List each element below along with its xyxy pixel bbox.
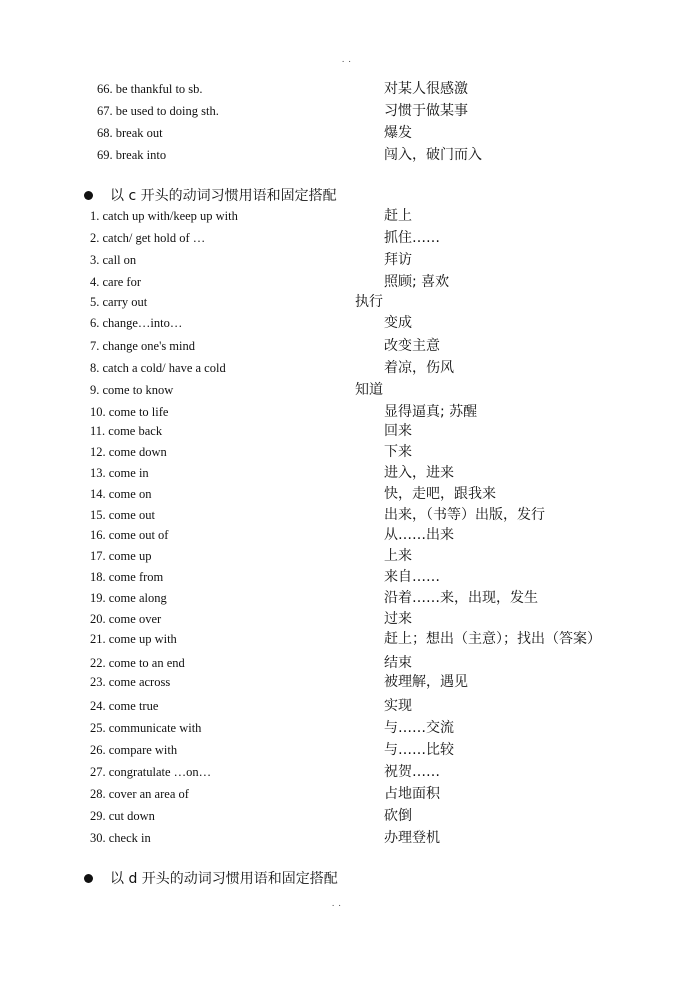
phrase-english: 14. come on bbox=[90, 487, 152, 501]
phrase-chinese: 显得逼真; 苏醒 bbox=[384, 404, 478, 420]
phrase-english: 17. come up bbox=[90, 549, 152, 563]
phrase-row bbox=[0, 567, 696, 587]
phrase-chinese: 办理登机 bbox=[384, 830, 440, 846]
phrase-english: 22. come to an end bbox=[90, 656, 185, 670]
phrase-row bbox=[0, 402, 696, 422]
phrase-row bbox=[0, 546, 696, 566]
phrase-row bbox=[0, 358, 696, 378]
phrase-row bbox=[0, 806, 696, 826]
phrase-row bbox=[0, 672, 696, 692]
phrase-row bbox=[0, 463, 696, 483]
phrase-row bbox=[0, 123, 696, 143]
phrase-english: 10. come to life bbox=[90, 405, 169, 419]
phrase-row bbox=[0, 828, 696, 848]
phrase-chinese: 进入，进来 bbox=[384, 465, 454, 481]
phrase-chinese: 下来 bbox=[384, 444, 412, 460]
phrase-english: 19. come along bbox=[90, 591, 167, 605]
phrase-english: 67. be used to doing sth. bbox=[97, 104, 219, 118]
phrase-english: 5. carry out bbox=[90, 295, 148, 309]
phrase-chinese: 赶上 bbox=[384, 208, 412, 224]
phrase-chinese: 抓住…… bbox=[384, 230, 440, 246]
phrase-row bbox=[0, 292, 696, 312]
phrase-row bbox=[0, 653, 696, 673]
phrase-english: 9. come to know bbox=[90, 383, 174, 397]
phrase-english: 7. change one's mind bbox=[90, 339, 196, 353]
phrase-english: 1. catch up with/keep up with bbox=[90, 209, 238, 223]
phrase-chinese: 快，走吧，跟我来 bbox=[384, 486, 496, 502]
bottom-page-marker: . . bbox=[332, 898, 342, 908]
phrase-chinese: 赶上；想出（主意）；找出（答案） bbox=[384, 631, 601, 647]
phrase-row bbox=[0, 696, 696, 716]
phrase-chinese: 与……比较 bbox=[384, 742, 454, 758]
phrase-chinese: 过来 bbox=[384, 611, 412, 627]
phrase-chinese: 来自…… bbox=[384, 569, 440, 585]
phrase-chinese: 改变主意 bbox=[384, 338, 440, 354]
phrase-row bbox=[0, 336, 696, 356]
phrase-row bbox=[0, 101, 696, 121]
phrase-row bbox=[0, 380, 696, 400]
phrase-english: 13. come in bbox=[90, 466, 149, 480]
phrase-english: 12. come down bbox=[90, 445, 167, 459]
phrase-english: 25. communicate with bbox=[90, 721, 202, 735]
phrase-english: 8. catch a cold/ have a cold bbox=[90, 361, 226, 375]
phrase-row bbox=[0, 313, 696, 333]
phrase-chinese: 砍倒 bbox=[384, 808, 412, 824]
phrase-english: 4. care for bbox=[90, 275, 142, 289]
phrase-row bbox=[0, 629, 696, 649]
phrase-chinese: 出来，（书等）出版，发行 bbox=[384, 507, 545, 523]
phrase-row bbox=[0, 206, 696, 226]
phrase-row bbox=[0, 145, 696, 165]
phrase-english: 6. change…into… bbox=[90, 316, 183, 330]
phrase-english: 26. compare with bbox=[90, 743, 178, 757]
section-d-bullet bbox=[84, 874, 93, 883]
phrase-row bbox=[0, 588, 696, 608]
phrase-row bbox=[0, 421, 696, 441]
phrase-chinese: 占地面积 bbox=[384, 786, 440, 802]
phrase-english: 15. come out bbox=[90, 508, 155, 522]
phrase-chinese: 知道 bbox=[355, 382, 383, 398]
phrase-english: 28. cover an area of bbox=[90, 787, 189, 801]
phrase-english: 24. come true bbox=[90, 699, 159, 713]
phrase-chinese: 被理解，遇见 bbox=[384, 674, 468, 690]
phrase-chinese: 实现 bbox=[384, 698, 412, 714]
phrase-english: 69. break into bbox=[97, 148, 167, 162]
phrase-chinese: 祝贺…… bbox=[384, 764, 440, 780]
phrase-english: 27. congratulate …on… bbox=[90, 765, 212, 779]
phrase-chinese: 与……交流 bbox=[384, 720, 454, 736]
phrase-chinese: 回来 bbox=[384, 423, 412, 439]
phrase-chinese: 变成 bbox=[384, 315, 412, 331]
phrase-row bbox=[0, 79, 696, 99]
phrase-row bbox=[0, 784, 696, 804]
phrase-english: 3. call on bbox=[90, 253, 137, 267]
phrase-chinese: 上来 bbox=[384, 548, 412, 564]
phrase-row bbox=[0, 718, 696, 738]
phrase-english: 18. come from bbox=[90, 570, 164, 584]
phrase-english: 29. cut down bbox=[90, 809, 155, 823]
phrase-chinese: 结束 bbox=[384, 655, 412, 671]
phrase-row bbox=[0, 525, 696, 545]
phrase-row bbox=[0, 740, 696, 760]
top-page-marker: . . bbox=[342, 54, 352, 64]
phrase-row bbox=[0, 505, 696, 525]
phrase-english: 68. break out bbox=[97, 126, 163, 140]
phrase-english: 16. come out of bbox=[90, 528, 169, 542]
phrase-chinese: 对某人很感激 bbox=[384, 81, 468, 97]
phrase-english: 20. come over bbox=[90, 612, 162, 626]
phrase-chinese: 拜访 bbox=[384, 252, 412, 268]
phrase-row bbox=[0, 609, 696, 629]
phrase-row bbox=[0, 272, 696, 292]
section-c-bullet bbox=[84, 191, 93, 200]
phrase-english: 11. come back bbox=[90, 424, 163, 438]
phrase-chinese: 闯入，破门而入 bbox=[384, 147, 482, 163]
phrase-row bbox=[0, 228, 696, 248]
phrase-row bbox=[0, 250, 696, 270]
phrase-english: 30. check in bbox=[90, 831, 151, 845]
phrase-row bbox=[0, 762, 696, 782]
phrase-row bbox=[0, 442, 696, 462]
phrase-english: 2. catch/ get hold of … bbox=[90, 231, 206, 245]
phrase-english: 23. come across bbox=[90, 675, 171, 689]
phrase-english: 21. come up with bbox=[90, 632, 177, 646]
phrase-english: 66. be thankful to sb. bbox=[97, 82, 203, 96]
section-c-heading: 以 c 开头的动词习惯用语和固定搭配 bbox=[110, 188, 337, 204]
phrase-chinese: 照顾; 喜欢 bbox=[384, 274, 450, 290]
phrase-row bbox=[0, 484, 696, 504]
phrase-chinese: 从……出来 bbox=[384, 527, 454, 543]
section-d-heading: 以 d 开头的动词习惯用语和固定搭配 bbox=[110, 871, 338, 887]
phrase-chinese: 爆发 bbox=[384, 125, 412, 141]
phrase-chinese: 着凉，伤风 bbox=[384, 360, 454, 376]
phrase-chinese: 习惯于做某事 bbox=[384, 103, 468, 119]
phrase-chinese: 沿着……来，出现，发生 bbox=[384, 590, 538, 606]
phrase-chinese: 执行 bbox=[355, 294, 383, 310]
